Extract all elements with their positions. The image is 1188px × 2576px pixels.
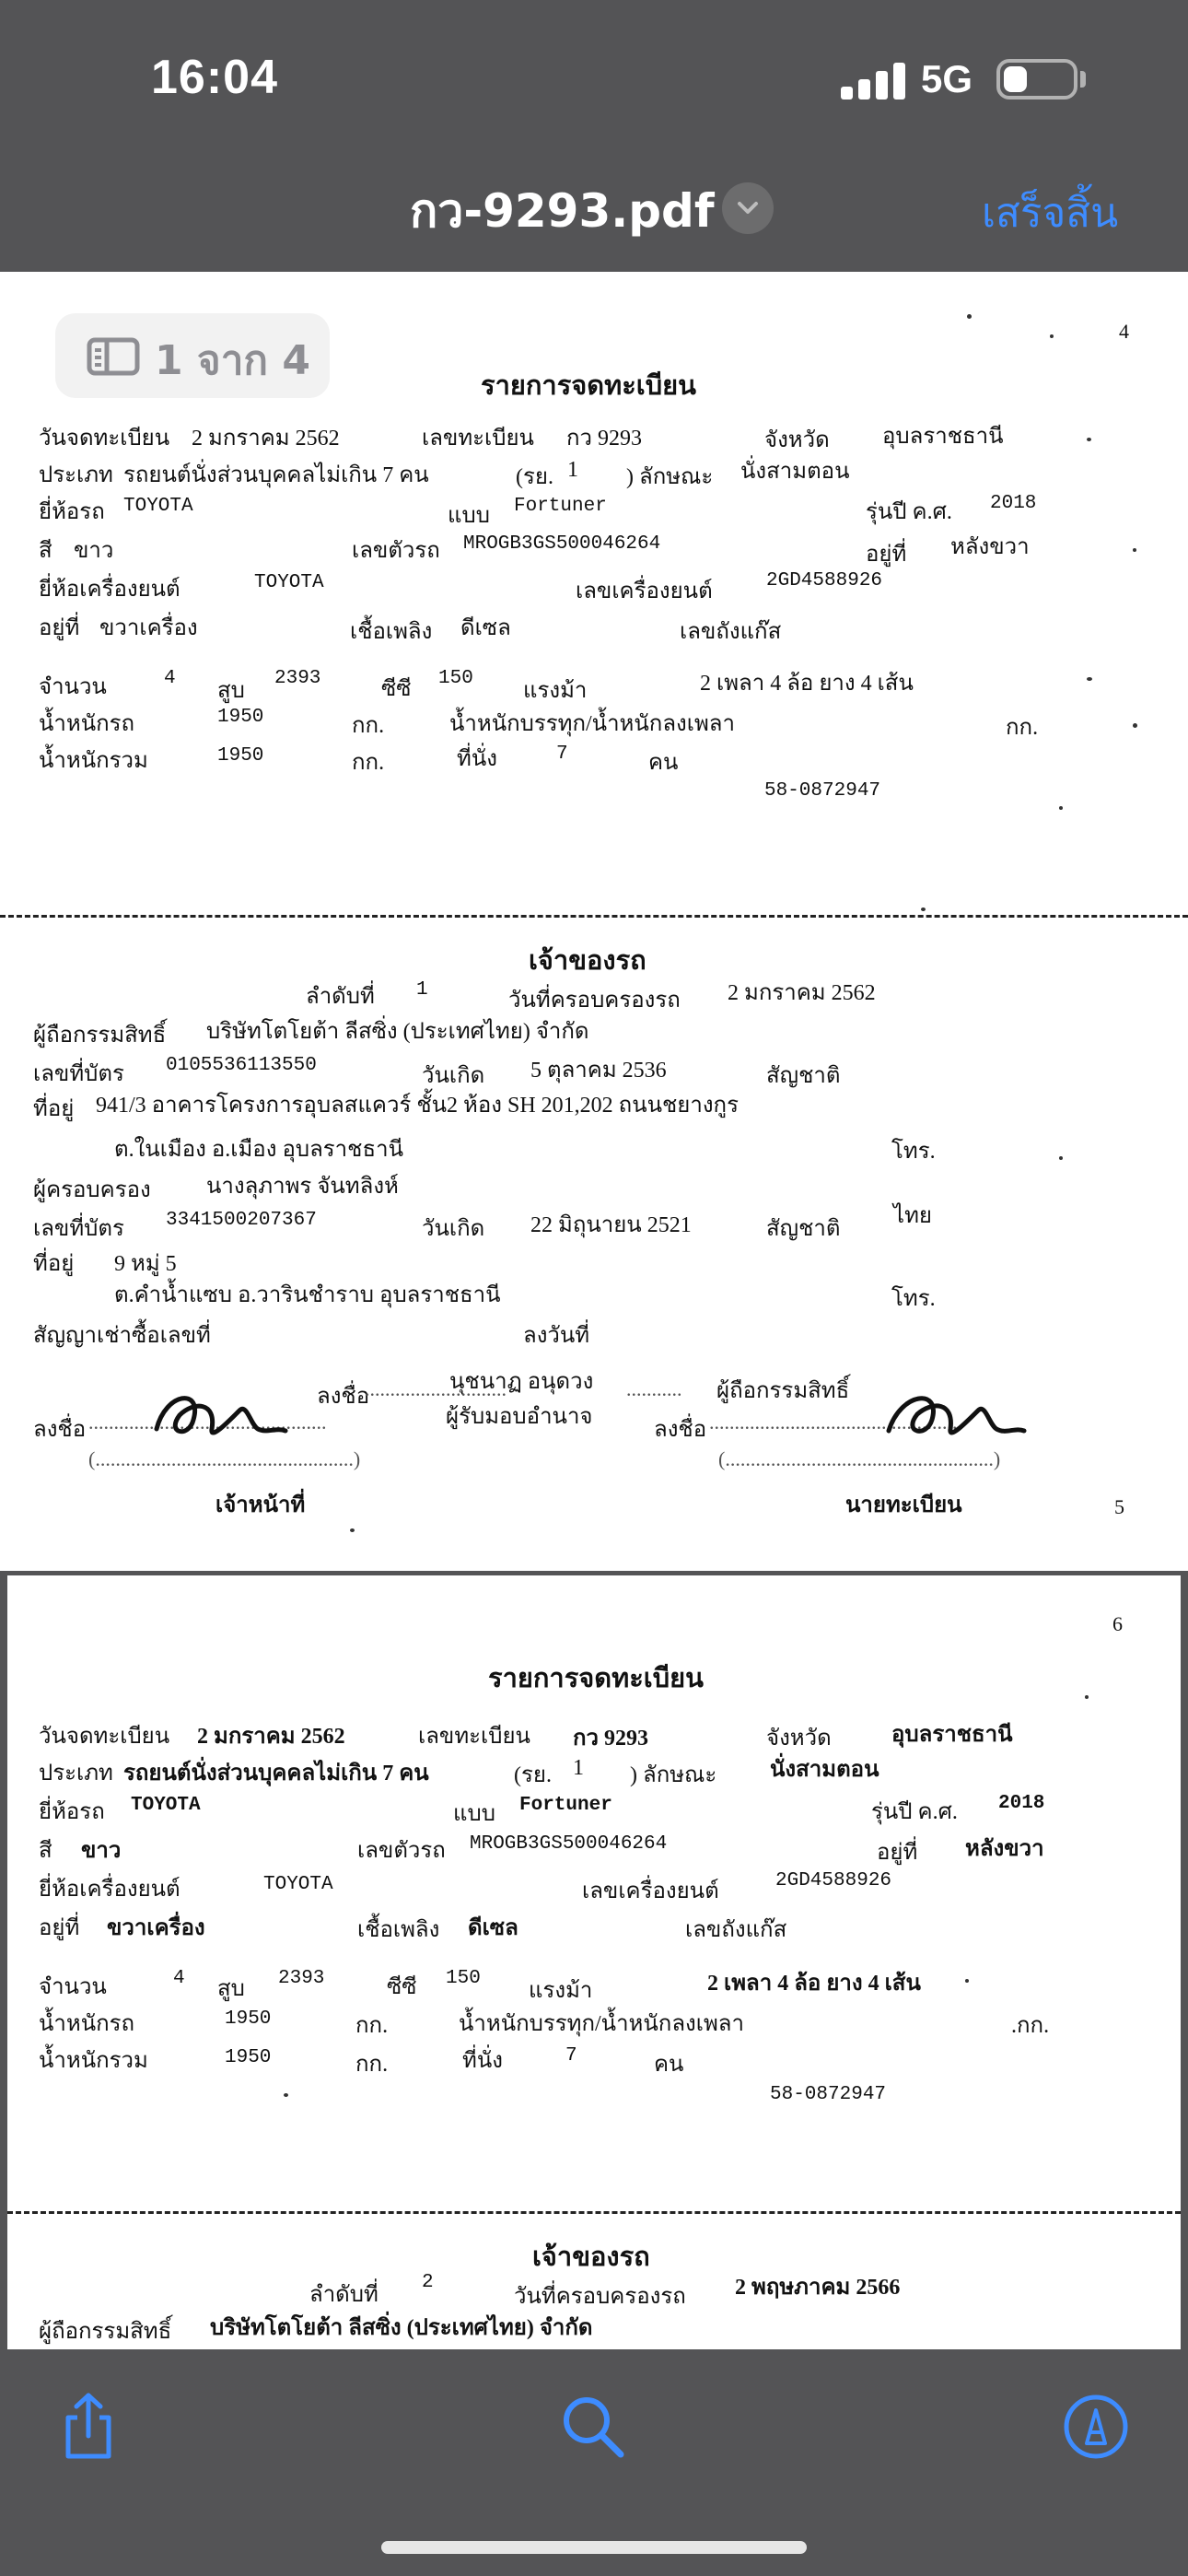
chassis-label: เลขตัวรถ: [352, 539, 440, 563]
occupant-name: นางลุภาพร จันทลิงห์: [206, 1175, 399, 1199]
doc-number: 58-0872947: [764, 780, 881, 802]
chassis-no: MROGB3GS500046264: [470, 1833, 668, 1855]
chassis-location: หลังขวา: [950, 535, 1030, 559]
address1-line2: ต.ในเมือง อ.เมือง อุบลราชธานี: [114, 1138, 403, 1162]
search-icon: [556, 2390, 630, 2464]
page-indicator[interactable]: [55, 313, 330, 398]
style-label: ) ลักษณะ: [626, 465, 714, 489]
fuel-label: เชื้อเพลิง: [357, 1918, 440, 1942]
seats: 7: [556, 744, 568, 765]
brand: TOYOTA: [123, 496, 193, 517]
model-label: แบบ: [448, 504, 490, 528]
nationality2-label: สัญชาติ: [766, 1217, 841, 1241]
signed-date-label: ลงวันที่: [523, 1324, 590, 1348]
nationality2: ไทย: [893, 1204, 932, 1228]
engine-brand-label: ยี่ห้อเครื่องยนต์: [39, 578, 181, 602]
battery-cap: [1080, 71, 1086, 88]
section-divider: [7, 2211, 1181, 2214]
address2-line2: ต.คำน้ำแซบ อ.วารินชำราบ อุบลราชธานี: [114, 1283, 501, 1307]
birth2-date: 22 มิถุนายน 2521: [530, 1213, 692, 1237]
reg-date: 2 มกราคม 2562: [192, 427, 340, 451]
kg-unit-3: กก.: [355, 2053, 389, 2077]
scan-speck: [1085, 1695, 1089, 1699]
done-button[interactable]: เสร็จสิ้น: [982, 190, 1119, 237]
birth1-label: วันเกิด: [422, 1064, 485, 1088]
markup-icon: [1059, 2390, 1133, 2464]
fuel: ดีเซล: [460, 616, 511, 640]
holder-label: ผู้ถือกรรมสิทธิ์: [33, 1024, 167, 1048]
weight-label: น้ำหนักรถ: [39, 712, 135, 736]
possess-date-label: วันที่ครอบครองรถ: [508, 989, 681, 1013]
horsepower: 150: [438, 668, 473, 689]
reg-no-label: เลขทะเบียน: [418, 1725, 530, 1749]
chassis-no: MROGB3GS500046264: [463, 533, 661, 555]
hp-label: แรงม้า: [523, 679, 588, 703]
gas-tank-label: เลขถังแก๊ส: [680, 620, 782, 644]
scan-speck: [965, 1979, 969, 1983]
cyl-label: สูบ: [217, 1977, 245, 2001]
document-page-1[interactable]: [0, 272, 1188, 1571]
axles-wheels: 2 เพลา 4 ล้อ ยาง 4 เส้น: [700, 672, 914, 696]
engine-location: ขวาเครื่อง: [99, 616, 198, 640]
vehicle-type: รถยนต์นั่งส่วนบุคคลไม่เกิน 7 คน: [123, 463, 429, 487]
cyl-label: สูบ: [217, 679, 245, 703]
holder-sign-label: ผู้ถือกรรมสิทธิ์: [716, 1379, 850, 1403]
scan-speck: [1133, 723, 1137, 728]
birth1-date: 5 ตุลาคม 2536: [530, 1059, 667, 1083]
holder-name: บริษัทโตโยต้า ลีสซิ่ง (ประเทศไทย) จำกัด: [210, 2316, 593, 2340]
load-label: น้ำหนักบรรทุก/น้ำหนักลงเพลา: [449, 712, 735, 736]
doc-number: 58-0872947: [770, 2084, 887, 2105]
nationality1-label: สัญชาติ: [766, 1064, 841, 1088]
count-label: จำนวน: [39, 1975, 107, 1999]
scan-speck: [1087, 677, 1092, 681]
share-button[interactable]: [52, 2390, 125, 2464]
home-indicator[interactable]: [381, 2541, 807, 2554]
cc-label: ซีซี: [381, 677, 412, 701]
page-indicator-label: 1 จาก 4: [155, 337, 310, 384]
officer-title: เจ้าหน้าที่: [215, 1493, 306, 1517]
card1-label: เลขที่บัตร: [33, 1062, 124, 1086]
province: อุบลราชธานี: [891, 1723, 1013, 1747]
model-label: แบบ: [453, 1802, 495, 1826]
cylinders-count: 4: [164, 668, 176, 689]
page-bottom-number: 5: [1114, 1495, 1124, 1518]
search-button[interactable]: [556, 2390, 630, 2464]
fuel: ดีเซล: [468, 1916, 518, 1940]
phone2-label: โทร.: [891, 1287, 936, 1311]
kg-unit-2: .กก.: [1011, 2014, 1050, 2038]
engine-brand-label: ยี่ห้อเครื่องยนต์: [39, 1878, 181, 1902]
battery-icon: [996, 59, 1077, 100]
seats-label: ที่นั่ง: [457, 747, 497, 771]
cellular-signal-icon: [841, 61, 905, 100]
brand-label: ยี่ห้อรถ: [39, 1800, 105, 1824]
title-menu-button[interactable]: [722, 182, 774, 234]
birth2-label: วันเกิด: [422, 1217, 485, 1241]
document-page-2[interactable]: [7, 1575, 1181, 2349]
owner-section-title: เจ้าของรถ: [529, 946, 646, 976]
markup-button[interactable]: [1059, 2390, 1133, 2464]
sign-mid-label: ลงชื่อ: [317, 1385, 370, 1409]
vehicle-color: ขาว: [74, 539, 114, 563]
brand: TOYOTA: [131, 1795, 201, 1816]
engine-displacement: 2393: [278, 1968, 325, 1989]
reg-no: กว 9293: [566, 427, 643, 451]
type-label: ประเภท: [39, 1762, 113, 1786]
seats-label: ที่นั่ง: [462, 2049, 503, 2073]
kg-unit-1: กก.: [352, 714, 385, 738]
card2-number: 3341500207367: [166, 1210, 317, 1231]
persons-unit: คน: [648, 751, 679, 775]
section-divider: [0, 915, 1188, 918]
occupant-label: ผู้ครอบครอง: [33, 1178, 151, 1202]
address2-line1: 9 หมู่ 5: [114, 1252, 177, 1276]
seq-label: ลำดับที่: [306, 985, 375, 1009]
seq-label: ลำดับที่: [309, 2283, 379, 2307]
registrar-signature-icon: [875, 1374, 1031, 1457]
engine-brand: TOYOTA: [254, 572, 324, 593]
reg-date-label: วันจดทะเบียน: [39, 1725, 170, 1749]
engine-displacement: 2393: [274, 668, 321, 689]
engine-no-label: เลขเครื่องยนต์: [576, 580, 713, 603]
color-label: สี: [39, 1839, 52, 1863]
holder-label: ผู้ถือกรรมสิทธิ์: [39, 2320, 172, 2344]
type-label: ประเภท: [39, 463, 113, 487]
battery-level: [1004, 66, 1027, 92]
status-bar: [0, 0, 1188, 157]
sign-left-label: ลงชื่อ: [33, 1418, 87, 1442]
vehicle-style: นั่งสามตอน: [770, 1758, 879, 1782]
card2-label: เลขที่บัตร: [33, 1217, 124, 1241]
doc-title: รายการจดทะเบียน: [481, 371, 696, 401]
registrar-title: นายทะเบียน: [845, 1493, 962, 1517]
sign-right-dots: .................................................: [709, 1411, 958, 1434]
engine-no: 2GD4588926: [766, 570, 883, 591]
color-label: สี: [39, 539, 52, 563]
doc-title: รายการจดทะเบียน: [488, 1664, 704, 1693]
province-label: จังหวัด: [764, 428, 830, 452]
engine-location-label: อยู่ที่: [39, 616, 80, 640]
sign-mid-dots: ............................: [365, 1377, 507, 1400]
scan-speck: [1059, 1156, 1063, 1160]
possess-date-label: วันที่ครอบครองรถ: [514, 2285, 686, 2309]
card1-number: 0105536113550: [166, 1055, 317, 1076]
year-label: รุ่นปี ค.ศ.: [866, 500, 952, 524]
rs-label: (รย.: [516, 465, 553, 489]
engine-brand: TOYOTA: [263, 1874, 333, 1895]
chassis-location-label: อยู่ที่: [866, 543, 907, 567]
vehicle-color: ขาว: [81, 1839, 122, 1863]
chassis-label: เลขตัวรถ: [357, 1839, 446, 1863]
model: Fortuner: [519, 1795, 612, 1816]
chassis-location: หลังขวา: [965, 1837, 1044, 1861]
seq-number: 2: [422, 2272, 434, 2293]
sign-right-label: ลงชื่อ: [654, 1418, 707, 1442]
possess-date: 2 พฤษภาคม 2566: [735, 2276, 901, 2300]
province: อุบลราชธานี: [882, 425, 1004, 449]
horsepower: 150: [446, 1968, 481, 1989]
scan-speck: [1133, 548, 1136, 552]
sign-mid-name: นุชนาฏ อนุดวง: [449, 1370, 594, 1394]
engine-location-label: อยู่ที่: [39, 1916, 80, 1940]
year: 2018: [990, 493, 1037, 514]
kg-unit-3: กก.: [352, 751, 385, 775]
sidebar-icon: [87, 337, 140, 376]
scan-speck: [967, 314, 972, 319]
seats: 7: [565, 2045, 577, 2067]
proxy-label: ผู้รับมอบอำนาจ: [446, 1405, 593, 1429]
vehicle-type: รถยนต์นั่งส่วนบุคคลไม่เกิน 7 คน: [123, 1762, 429, 1786]
owner-section-title: เจ้าของรถ: [532, 2242, 650, 2272]
seq-number: 1: [416, 979, 428, 1001]
scan-speck: [284, 2093, 288, 2097]
engine-no: 2GD4588926: [775, 1870, 892, 1891]
hp-label: แรงม้า: [529, 1979, 593, 2003]
address1-label: ที่อยู่: [33, 1097, 75, 1121]
sign-left-bracket: (...................................................): [88, 1447, 361, 1470]
rs-value: 1: [567, 458, 578, 482]
reg-no: กว 9293: [573, 1727, 649, 1751]
total-weight-label: น้ำหนักรวม: [39, 749, 148, 773]
gas-tank-label: เลขถังแก๊ส: [685, 1918, 787, 1942]
sign-mid-dots-2: ...........: [626, 1377, 682, 1400]
reg-date: 2 มกราคม 2562: [197, 1725, 345, 1749]
reg-date-label: วันจดทะเบียน: [39, 427, 170, 451]
file-title[interactable]: กว-9293.pdf: [410, 184, 715, 238]
brand-label: ยี่ห้อรถ: [39, 500, 105, 524]
page-corner-number: 4: [1119, 320, 1129, 343]
year: 2018: [998, 1793, 1045, 1814]
axles-wheels: 2 เพลา 4 ล้อ ยาง 4 เส้น: [707, 1972, 921, 1996]
engine-location: ขวาเครื่อง: [107, 1916, 205, 1940]
rs-value: 1: [573, 1756, 584, 1780]
count-label: จำนวน: [39, 675, 107, 699]
weight-label: น้ำหนักรถ: [39, 2012, 135, 2036]
vehicle-weight: 1950: [217, 707, 264, 728]
sign-left-dots: ...............................................: [88, 1411, 327, 1434]
reg-no-label: เลขทะเบียน: [422, 427, 534, 451]
total-weight: 1950: [217, 745, 264, 767]
chevron-down-icon: [735, 196, 761, 220]
rs-label: (รย.: [514, 1763, 552, 1787]
scan-speck: [1059, 806, 1063, 810]
address1-line1: 941/3 อาคารโครงการอุบลสแควร์ ชั้น2 ห้อง SH 201,202 ถนนชยางกูร: [96, 1094, 739, 1118]
officer-signature-icon: [138, 1374, 295, 1457]
engine-no-label: เลขเครื่องยนต์: [582, 1879, 719, 1903]
model: Fortuner: [514, 496, 607, 517]
lease-contract-label: สัญญาเช่าซื้อเลขที่: [33, 1324, 211, 1348]
possess-date: 2 มกราคม 2562: [728, 981, 876, 1005]
load-label: น้ำหนักบรรทุก/น้ำหนักลงเพลา: [459, 2012, 744, 2036]
cylinders-count: 4: [173, 1968, 185, 1989]
holder-name: บริษัทโตโยต้า ลีสซิ่ง (ประเทศไทย) จำกัด: [206, 1020, 589, 1044]
year-label: รุ่นปี ค.ศ.: [871, 1800, 958, 1824]
kg-unit-2: กก.: [1006, 716, 1039, 740]
phone1-label: โทร.: [891, 1140, 936, 1164]
scan-speck: [1050, 334, 1054, 338]
network-type: 5G: [921, 57, 973, 100]
vehicle-weight: 1950: [225, 2008, 272, 2030]
sign-right-bracket: (.....................................................): [718, 1447, 1001, 1470]
chassis-location-label: อยู่ที่: [877, 1841, 918, 1865]
page-corner-number: 6: [1112, 1612, 1123, 1635]
total-weight: 1950: [225, 2047, 272, 2068]
province-label: จังหวัด: [766, 1727, 832, 1751]
share-icon: [52, 2390, 125, 2464]
kg-unit-1: กก.: [355, 2014, 389, 2038]
status-time: 16:04: [151, 51, 278, 104]
fuel-label: เชื้อเพลิง: [350, 620, 433, 644]
vehicle-style: นั่งสามตอน: [740, 460, 850, 484]
persons-unit: คน: [654, 2053, 684, 2077]
cc-label: ซีซี: [387, 1975, 417, 1999]
scan-speck: [1087, 438, 1091, 441]
address2-label: ที่อยู่: [33, 1252, 75, 1276]
scan-speck: [921, 907, 926, 911]
style-label: ) ลักษณะ: [630, 1763, 717, 1787]
total-weight-label: น้ำหนักรวม: [39, 2049, 148, 2073]
scan-speck: [350, 1528, 355, 1532]
